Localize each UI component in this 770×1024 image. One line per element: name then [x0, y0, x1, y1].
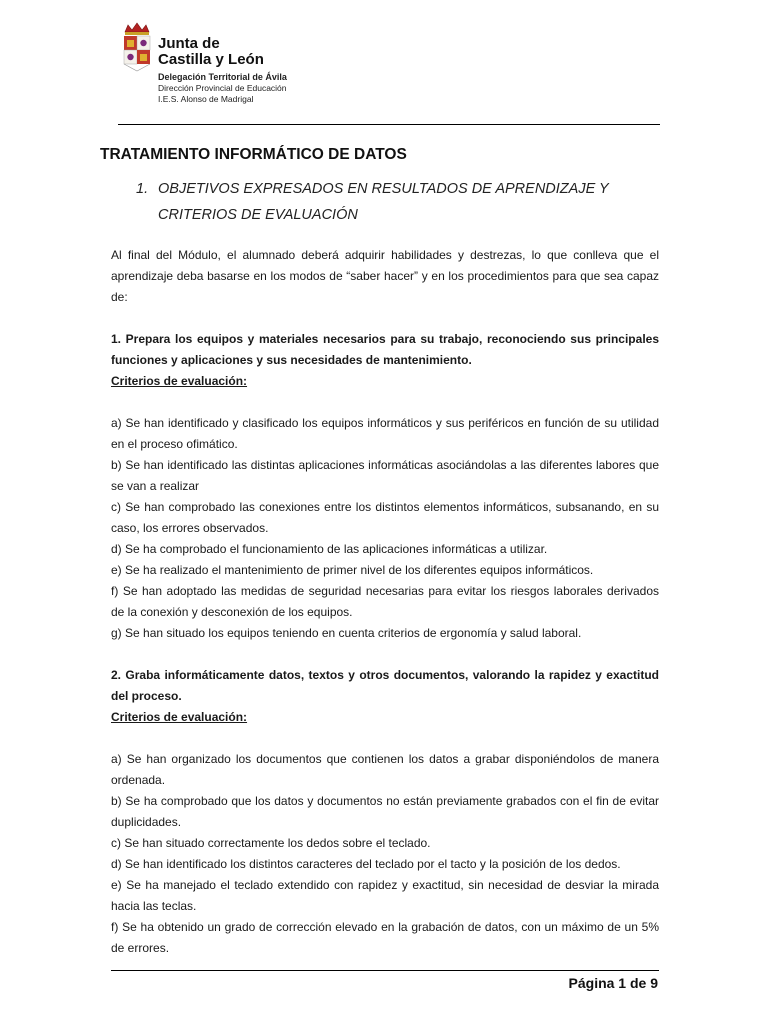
section-heading [136, 176, 666, 228]
criterion-1b: b) Se han identificado las distintas aplicaciones informáticas asociándolas a las diferentes labores que se van a realizar [111, 458, 659, 493]
criterion-1d: d) Se ha comprobado el funcionamiento de las aplicaciones informáticas a utilizar. [111, 542, 548, 556]
criterion-1f: f) Se han adoptado las medidas de seguridad necesarias para evitar los riesgos laborales derivados de la conexión y desconexión de los equipos. [111, 584, 659, 619]
castilla-leon-coat-of-arms-icon [120, 22, 154, 72]
letterhead [120, 18, 680, 108]
page-number: Página 1 de 9 [568, 975, 658, 991]
document-title: TRATAMIENTO INFORMÁTICO DE DATOS [100, 146, 407, 163]
criteria-label-2: Criterios de evaluación: [111, 710, 248, 724]
section-heading-line2: CRITERIOS DE EVALUACIÓN [158, 207, 358, 223]
direction-line: Dirección Provincial de Educación [158, 83, 287, 93]
institution-lines [158, 72, 287, 105]
criterion-2e: e) Se ha manejado el teclado extendido con rapidez y exactitud, sin necesidad de desviar la mirada hacia las teclas. [111, 878, 659, 913]
criterion-2c: c) Se han situado correctamente los dedos sobre el teclado. [111, 836, 431, 850]
criterion-2a: a) Se han organizado los documentos que contienen los datos a grabar disponiéndolos de manera ordenada. [111, 752, 659, 787]
delegation-line: Delegación Territorial de Ávila [158, 72, 287, 82]
section-number: 1. [136, 181, 149, 197]
outcome-heading-1: 1. Prepara los equipos y materiales necesarios para su trabajo, reconociendo sus principales funciones y aplicaciones y sus necesidades de mantenimiento. [111, 332, 659, 367]
header-divider [118, 124, 660, 125]
criteria-label-1: Criterios de evaluación: [111, 374, 248, 388]
criterion-1c: c) Se han comprobado las conexiones entre los distintos elementos informáticos, subsanando, en su caso, los errores observados. [111, 500, 659, 535]
criterion-2b: b) Se ha comprobado que los datos y documentos no están previamente grabados con el fin de evitar duplicidades. [111, 794, 659, 829]
criterion-1e: e) Se ha realizado el mantenimiento de primer nivel de los diferentes equipos informáticos. [111, 563, 594, 577]
section-heading-line1: OBJETIVOS EXPRESADOS EN RESULTADOS DE APRENDIZAJE Y [158, 181, 609, 197]
school-line: I.E.S. Alonso de Madrigal [158, 94, 254, 104]
intro-paragraph: Al final del Módulo, el alumnado deberá adquirir habilidades y destrezas, lo que conlleva que el aprendizaje deba basarse en los modos de “saber hacer” y en los procedimientos para que sea capaz de: [111, 248, 659, 304]
document-body [111, 245, 659, 959]
organization-name [158, 36, 264, 68]
criterion-2d: d) Se han identificado los distintos caracteres del teclado por el tacto y la posición de los dedos. [111, 857, 621, 871]
criterion-1a: a) Se han identificado y clasificado los equipos informáticos y sus periféricos en función de su utilidad en el proceso ofimático. [111, 416, 659, 451]
criterion-2f: f) Se ha obtenido un grado de corrección elevado en la grabación de datos, con un máximo de un 5% de errores. [111, 920, 659, 955]
org-name-line2: Castilla y León [158, 51, 264, 68]
criterion-1g: g) Se han situado los equipos teniendo en cuenta criterios de ergonomía y salud laboral. [111, 626, 582, 640]
org-name-line1: Junta de [158, 35, 220, 52]
footer-divider [111, 970, 659, 971]
outcome-heading-2: 2. Graba informáticamente datos, textos y otros documentos, valorando la rapidez y exactitud del proceso. [111, 668, 659, 703]
